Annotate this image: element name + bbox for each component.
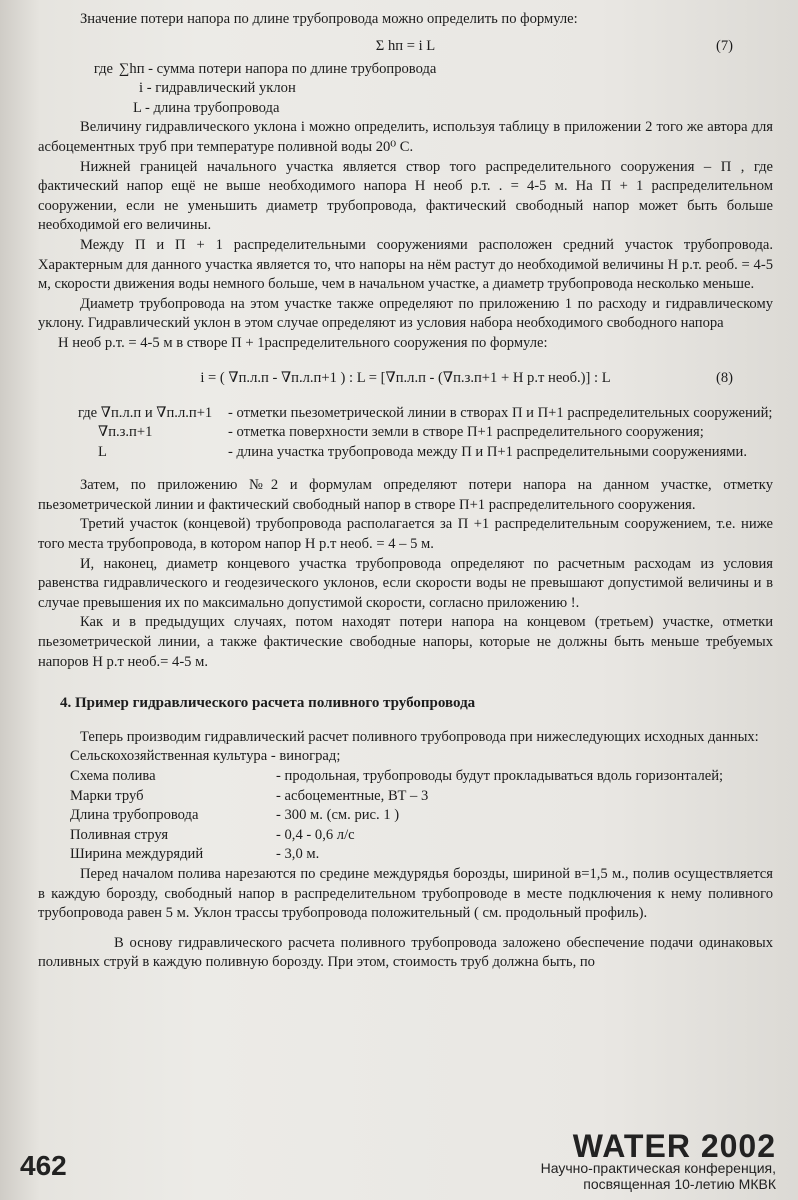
where2-text: - длина участка трубопровода между П и П+1 распределительными сооружениями. (228, 443, 747, 460)
data-row (70, 747, 773, 767)
where2-text: - отметки пьезометрической линии в створах П и П+1 распределительных сооружений; (228, 404, 773, 421)
paragraph-1: Значение потери напора по длине трубопровода можно определить по формуле: (80, 11, 578, 27)
where1-row (38, 79, 773, 99)
conference-logo: WATER 2002 (572, 1128, 776, 1164)
data-value: - 0,4 - 0,6 л/с (276, 826, 355, 843)
data-key: Схема полива (70, 768, 156, 784)
data-key: Марки труб (70, 787, 144, 804)
where1-row (38, 99, 773, 119)
paragraph-2: Величину гидравлического уклона i можно определить, используя таблицу в приложении 2 того же автора для асбоцементных труб при температуре поливной воды 20⁰ С. (38, 119, 773, 155)
where2-text: - отметка поверхности земли в створе П+1 распределительного сооружения; (228, 424, 704, 441)
data-row (70, 806, 773, 826)
conference-line-2: посвященная 10-летию МКВК (583, 1176, 776, 1192)
input-data-list (38, 747, 773, 865)
paragraph-11: Теперь производим гидравлический расчет поливного трубопровода при нижеследующих исходных данных: (80, 728, 759, 745)
paragraph-7: Затем, по приложению №2 и формулам определяют потери напора на данном участке, отметку пьезометрической линии и фактический свободный напор в створе П+1 распределительного сооружения. (38, 477, 773, 513)
paragraph-12: Перед началом полива нарезаются по средине междурядья борозды, шириной в=1,5 м., полив осуществляется в каждую борозду, свободный напор в распределительном трубопроводе в месте подключения к нему поливного трубопровода равен 5 м. Уклон трассы трубопровода положительный ( см. продольный профиль). (38, 865, 773, 922)
formula-8 (38, 366, 773, 390)
where2-label: ∇п.з.п+1 (98, 424, 153, 441)
where1-label (38, 79, 119, 99)
conference-line-1: Научно-практическая конференция, (540, 1160, 776, 1176)
data-row (70, 787, 773, 807)
data-key: Поливная струя (70, 826, 169, 843)
where1-text: L - длина трубопровода (133, 99, 280, 116)
data-value: - 300 м. (см. рис. 1 ) (276, 807, 400, 824)
where1-label (38, 99, 119, 119)
paragraph-3: Нижней границей начального участка является створ того распределительного сооружения – П , где фактический напор ещё не выше необходимого напора Н необ р.т. . = 4-5 м. На П + 1 распределительном сооружении, если не уменьшить диаметр трубопровода, фактический свободный напор может быть больше необходимой его величины. (38, 158, 773, 234)
formula-7-expression: Σ hп = i L (375, 37, 436, 54)
data-key: Длина трубопровода (70, 807, 199, 824)
where2-label: где ∇п.л.п и ∇п.л.п+1 (78, 404, 213, 421)
paragraph-13: В основу гидравлического расчета поливного трубопровода заложено обеспечение подачи одинаковых поливных струй в каждую поливную борозду. При этом, стоимость труб должна быть, по (38, 934, 773, 971)
paragraph-5: Диаметр трубопровода на этом участке также определяют по приложению 1 по расходу и гидравлическому уклону. Гидравлический уклон в этом случае определяют из условия набора необходимого свободного напора (38, 295, 773, 332)
where-block-1 (38, 60, 773, 119)
conference-caption (541, 1160, 776, 1192)
data-key: Ширина междурядий (70, 846, 204, 863)
where1-label: где (93, 60, 113, 77)
where2-row (78, 404, 773, 424)
page-number: 462 (20, 1150, 67, 1181)
paragraph-8: Третий участок (концевой) трубопровода располагается за П +1 распределительным сооружением, т.е. ниже того места трубопровода, в котором напор Н р.т необ. = 4 – 5 м. (38, 516, 773, 553)
paragraph-4: Между П и П + 1 распределительными сооружениями расположен средний участок трубопровода. Характерным для данного участка является то, что напоры на нём растут до необходимой величины Н р.т. реоб. = 4-5 м, скорости движения воды немного больше, чем в начальном участке, а диаметр трубопровода несколько меньше. (38, 236, 773, 293)
formula-8-expression: i = ( ∇п.л.п - ∇п.л.п+1 ) : L = [∇п.л.п - (∇п.з.п+1 + Н р.т необ.)] : L (200, 369, 611, 386)
where1-text: ∑hп - сумма потери напора по длине трубопровода (119, 60, 437, 77)
paragraph-6: Н необ р.т. = 4-5 м в створе П + 1распределительного сооружения по формуле: (58, 334, 548, 351)
section-heading: 4. Пример гидравлического расчета поливного трубопровода (60, 695, 476, 712)
where2-row (78, 443, 773, 463)
where-block-2 (78, 404, 773, 463)
where1-text: i - гидравлический уклон (139, 80, 296, 97)
data-row (70, 845, 773, 865)
page-content (38, 10, 773, 973)
data-row (70, 826, 773, 846)
where2-label: L (98, 443, 107, 460)
formula-7 (38, 34, 773, 58)
data-value (340, 747, 773, 767)
data-key: Сельскохозяйственная культура - виноград; (70, 748, 341, 765)
data-row (70, 767, 773, 787)
formula-7-number: (7) (715, 37, 733, 54)
formula-8-number: (8) (715, 369, 733, 386)
where2-row (78, 423, 773, 443)
data-value: - продольная, трубопроводы будут прокладываться вдоль горизонталей; (276, 768, 724, 784)
paragraph-10: Как и в предыдущих случаях, потом находят потери напора на концевом (третьем) участке, отметки пьезометрической линии, а также фактические свободные напоры, которые не должны быть меньше требуемых напоров Н р.т необ.= 4-5 м. (38, 614, 773, 670)
where1-row (38, 60, 773, 80)
data-value: - 3,0 м. (276, 846, 320, 863)
data-value: - асбоцементные, ВТ – 3 (276, 787, 429, 804)
paragraph-9: И, наконец, диаметр концевого участка трубопровода определяют по расчетным расходам из условия равенства гидравлического и геодезического уклонов, если скорости воды не превышают допустимой величины и в случае превышения их по максимально допустимой скорости, согласно приложению !. (38, 555, 773, 611)
